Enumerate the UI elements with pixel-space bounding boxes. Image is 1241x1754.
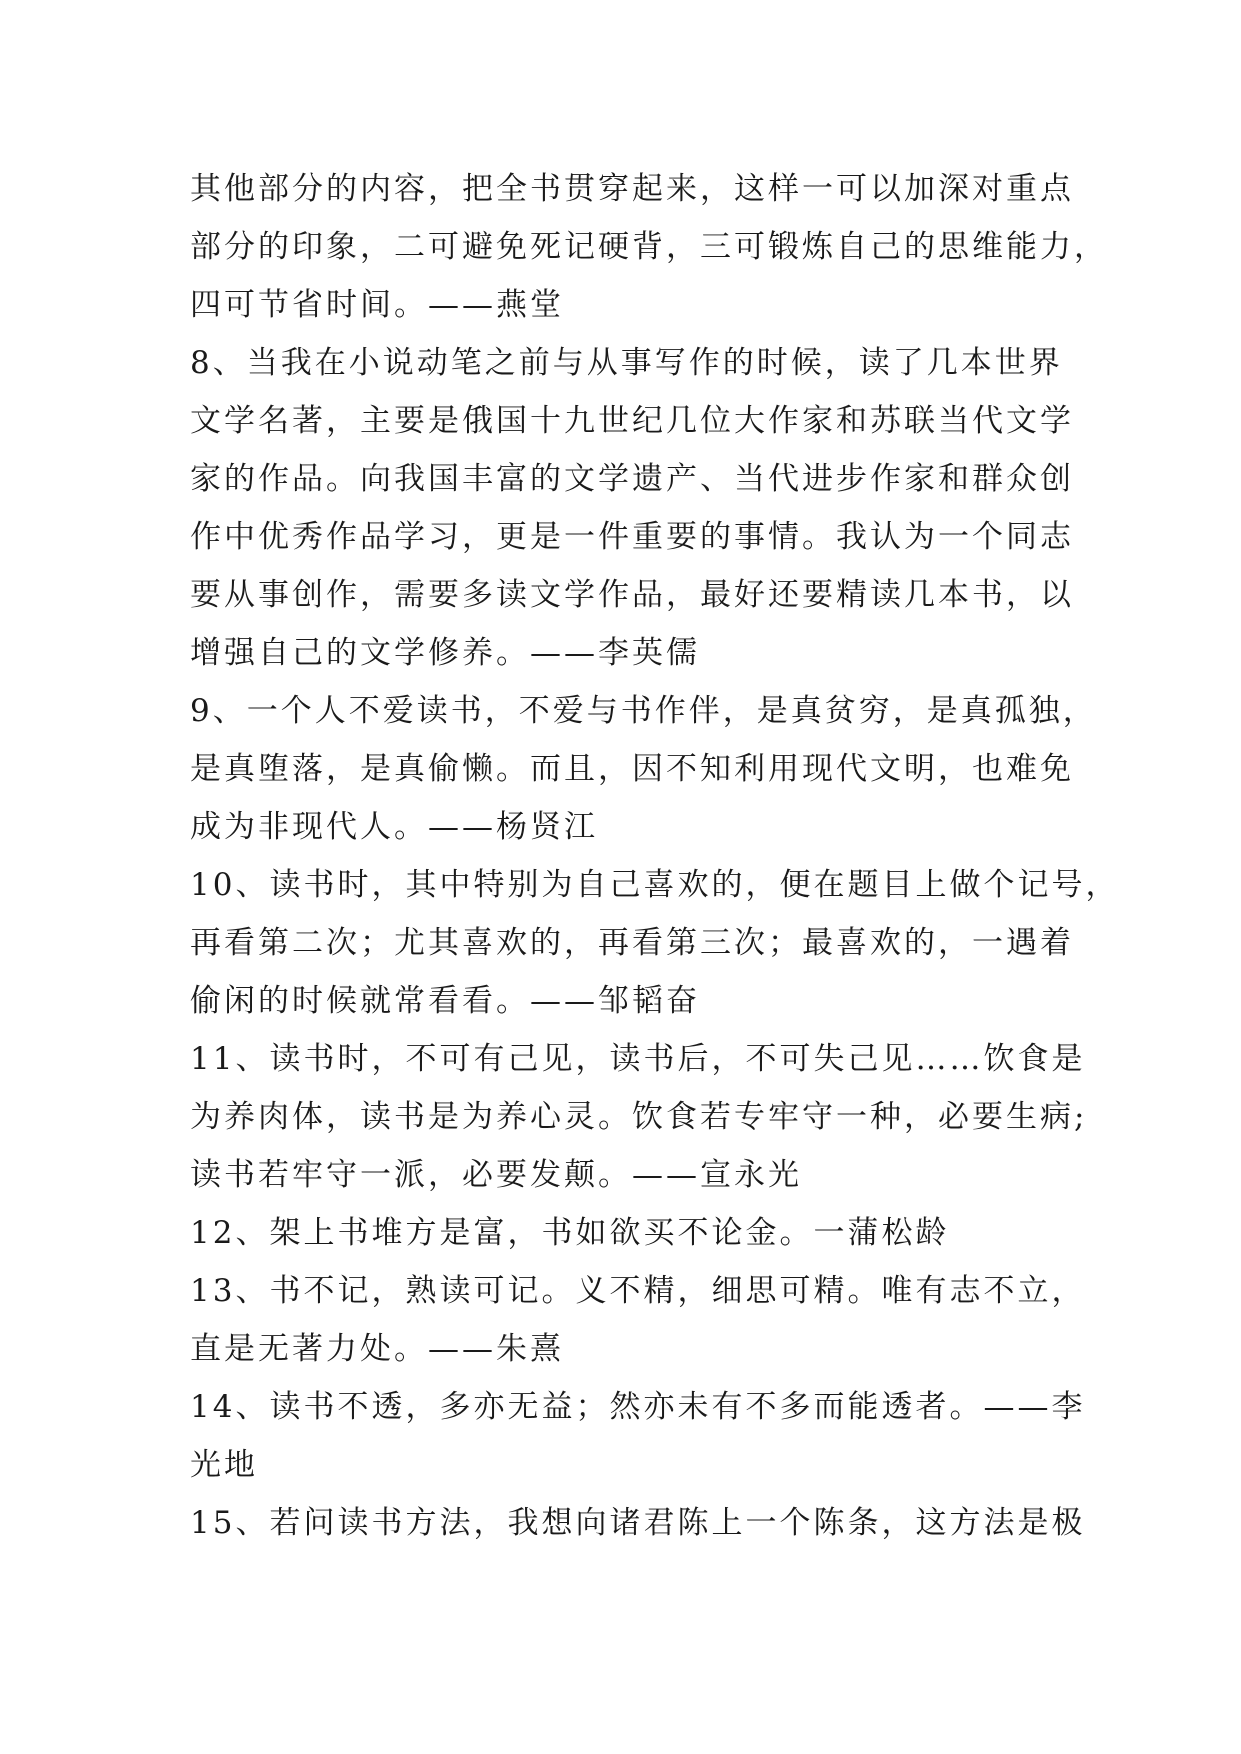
text-line: 成为非现代人。——杨贤江 [190,809,598,845]
text-line: 部分的印象，二可避免死记硬背，三可锻炼自己的思维能力， [190,229,1108,265]
text-line: 12、架上书堆方是富，书如欲买不论金。一蒲松龄 [190,1215,950,1251]
text-line: 增强自己的文学修养。——李英儒 [190,635,700,671]
text-line: 15、若问读书方法，我想向诸君陈上一个陈条，这方法是极 [190,1505,1086,1541]
text-line: 14、读书不透，多亦无益；然亦未有不多而能透者。——李 [190,1389,1086,1425]
text-line: 光地 [190,1447,258,1483]
text-line: 再看第二次；尤其喜欢的，再看第三次；最喜欢的，一遇着 [190,925,1074,961]
text-line: 10、读书时，其中特别为自己喜欢的，便在题目上做个记号， [190,867,1120,903]
text-line: 11、读书时，不可有己见，读书后，不可失己见……饮食是 [190,1041,1086,1077]
document-text-body [190,160,1120,1552]
text-line: 四可节省时间。——燕堂 [190,287,564,323]
text-line: 8、当我在小说动笔之前与从事写作的时候，读了几本世界 [190,345,1063,381]
text-line: 是真堕落，是真偷懒。而且，因不知利用现代文明，也难免 [190,751,1074,787]
text-line: 文学名著，主要是俄国十九世纪几位大作家和苏联当代文学 [190,403,1074,439]
text-line: 9、一个人不爱读书，不爱与书作伴，是真贫穷，是真孤独， [190,693,1097,729]
text-line: 作中优秀作品学习，更是一件重要的事情。我认为一个同志 [190,519,1074,555]
text-line: 家的作品。向我国丰富的文学遗产、当代进步作家和群众创 [190,461,1074,497]
text-line: 读书若牢守一派，必要发颠。——宣永光 [190,1157,802,1193]
text-line: 其他部分的内容，把全书贯穿起来，这样一可以加深对重点 [190,171,1074,207]
text-line: 为养肉体，读书是为养心灵。饮食若专牢守一种，必要生病; [190,1099,1088,1135]
text-line: 偷闲的时候就常看看。——邹韬奋 [190,983,700,1019]
text-line: 要从事创作，需要多读文学作品，最好还要精读几本书，以 [190,577,1074,613]
text-line: 直是无著力处。——朱熹 [190,1331,564,1367]
text-line: 13、书不记，熟读可记。义不精，细思可精。唯有志不立， [190,1273,1086,1309]
